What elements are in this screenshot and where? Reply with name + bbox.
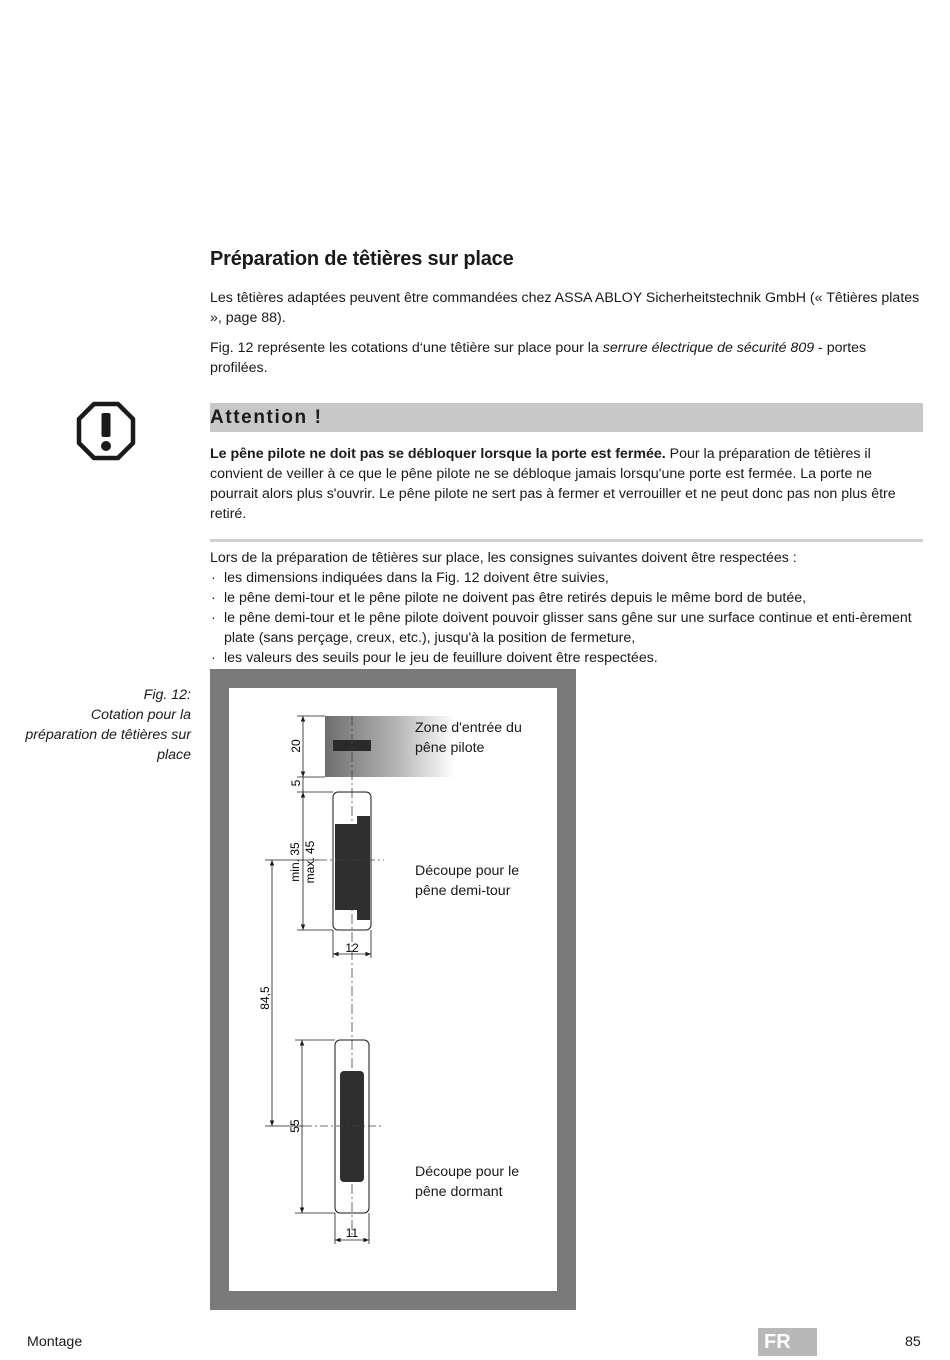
dim-20-label: 20 — [289, 739, 303, 753]
dim-min-label: min. 35 — [288, 842, 302, 882]
latch-cutout-label-line2: pêne demi-tour — [415, 883, 511, 899]
instructions-list — [210, 568, 922, 668]
product-name: serrure électrique de sécurité 809 — [602, 340, 815, 356]
pilot-zone-label — [415, 718, 522, 758]
pilot-zone-label-line1: Zone d'entrée du — [415, 720, 522, 736]
dim-12-label: 12 — [345, 941, 359, 955]
figure-drawing-area — [229, 688, 557, 1291]
latch-cutout-label — [415, 861, 519, 901]
dim-max-label: max. 45 — [303, 840, 317, 884]
list-item: · les dimensions indiquées dans la Fig. 12 doivent être suivies, — [210, 568, 922, 588]
deadbolt-shape — [340, 1071, 364, 1182]
deadbolt-cutout-label-line1: Découpe pour le — [415, 1164, 520, 1180]
pilot-zone-label-line2: pêne pilote — [415, 740, 485, 756]
figure-caption — [20, 685, 191, 765]
instructions-intro: Lors de la préparation de têtières sur place, les consignes suivantes doivent être respectées : — [210, 550, 797, 566]
attention-bold-text: Le pêne pilote ne doit pas se débloquer lorsque la porte est fermée. — [210, 446, 666, 462]
figure-frame — [210, 669, 576, 1310]
latch-cutout-label-line1: Découpe pour le — [415, 863, 520, 879]
dim-55-label: 55 — [288, 1119, 302, 1133]
dim-845-label: 84,5 — [258, 986, 272, 1010]
footer-section-name: Montage — [27, 1334, 83, 1350]
warning-octagon-icon — [76, 401, 136, 461]
attention-body-text: Pour la préparation de têtières il convient de veiller à ce que le pêne pilote ne se débloque jamais lorsqu'une porte est fermée. La porte ne pourrait alors plus s'ouvrir. Le pêne pilote ne sert pas à fermer et verrouiller et ne peut donc pas non plus être retiré. — [210, 446, 896, 522]
deadbolt-cutout-label-line2: pêne dormant — [415, 1184, 503, 1200]
divider — [210, 539, 923, 542]
deadbolt-cutout-label — [415, 1162, 519, 1202]
dim-5-label: 5 — [289, 779, 303, 787]
attention-title: Attention ! — [210, 407, 323, 428]
latch-bolt-shape — [335, 816, 370, 920]
intro-paragraph: Les têtières adaptées peuvent être commandées chez ASSA ABLOY Sicherheitstechnik GmbH (« Têtières plates », page 88). — [210, 290, 920, 326]
list-item: · le pêne demi-tour et le pêne pilote ne doivent pas être retirés depuis le même bord de butée, — [210, 588, 922, 608]
figure-number: Fig. 12: — [143, 687, 191, 703]
section-title: Préparation de têtières sur place — [210, 248, 514, 270]
attention-header — [210, 403, 923, 432]
list-item: · les valeurs des seuils pour le jeu de feuillure doivent être respectées. — [210, 648, 922, 668]
page-number: 85 — [905, 1334, 921, 1350]
list-item: · le pêne demi-tour et le pêne pilote doivent pouvoir glisser sans gêne sur une surface continue et enti-èrement plate (sans perçage, creux, etc.), jusqu'à la position de fermeture, — [210, 608, 922, 648]
dim-11-label: 11 — [345, 1226, 359, 1240]
figure-reference-paragraph — [210, 338, 922, 378]
attention-text — [210, 444, 922, 524]
para2-text-end: - portes profilées. — [210, 340, 867, 376]
para2-text-start: Fig. 12 représente les cotations d‘une têtière sur place pour la — [210, 340, 603, 356]
figure-description: Cotation pour la préparation de têtières sur place — [25, 707, 191, 763]
language-badge: FR — [758, 1328, 817, 1356]
